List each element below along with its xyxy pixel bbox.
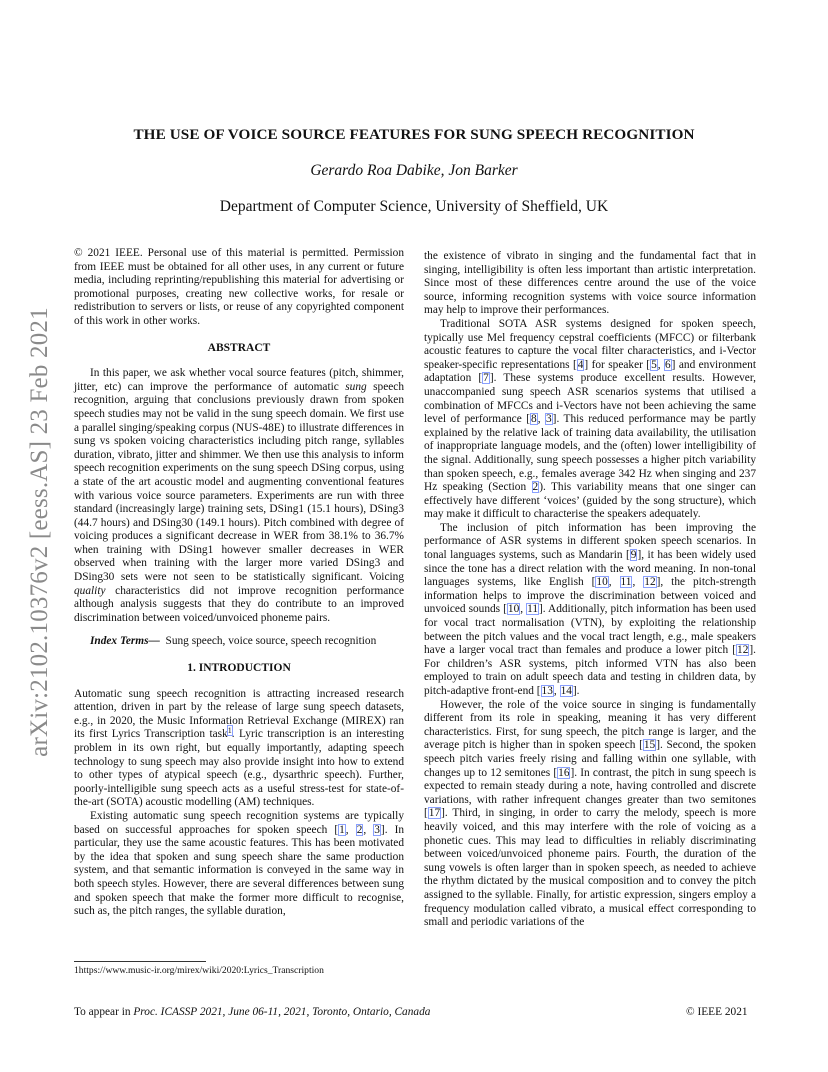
abstract-heading: ABSTRACT <box>207 341 271 354</box>
paper-title: THE USE OF VOICE SOURCE FEATURES FOR SUNG SPEECH RECOGNITION <box>133 126 695 143</box>
footer-venue: To appear in Proc. ICASSP 2021, June 06-11, 2021, Toronto, Ontario, Canada <box>74 1006 431 1018</box>
intro-paragraph-2: Existing automatic sung speech recognition systems are typically based on successful approaches for spoken speech [1, 2, 3]. In particular, they use the same acoustic features. This has been motivated by the idea that spoken and sung speech share the same production system, and that semantic information is conveyed in the same way in both speech styles. However, there are several differences between sung and spoken speech that make the former more difficult to recognise, such as, the pitch ranges, the syllable duration, <box>74 809 405 918</box>
citation-link[interactable]: 12 <box>644 576 656 589</box>
copyright-notice: © 2021 IEEE. Personal use of this material is permitted. Permission from IEEE must be obtained for all other uses, in any current or future media, including reprinting/republishing this material for advertising or promotional purposes, creating new collective works, for resale or redistribution to servers or lists, or reuse of any copyrighted component of this work in other works. <box>74 247 404 327</box>
right-paragraph-2: Traditional SOTA ASR systems designed for spoken speech, typically use Mel frequency cepstral coefficients (MFCC) or filterbank acoustic features to capture the vocal filter characteristics, and i-Vector speaker-specific representations [4] for speaker [5, 6] and environment adaptation [7]. These systems produce excellent results. However, unaccompanied sung speech ASR scenarios systems that utilised a combination of MFCCs and i-Vectors have not been achieving the same level of performance [8, 3]. This reduced performance may be partly explained by the relative lack of training data availability, the utilisation of inappropriate language models, and the (often) lower intelligibility of the signal. Additionally, sung speech possesses a higher pitch variability than spoken speech, e.g., females average 342 Hz when singing and 237 Hz speaking (Section 2). This variability means that one singer can effectively have different ‘voices’ (guided by the song structure), which may make it difficult to characterise the speakers adequately. <box>424 317 757 521</box>
citation-link[interactable]: 10 <box>507 603 520 616</box>
citation-link[interactable]: 8 <box>531 413 537 426</box>
right-paragraph-3: The inclusion of pitch information has been improving the performance of ASR systems in different spoken speech scenarios. In tonal languages systems, such as Mandarin [9], it has been widely used since the tone has a direct relation with the word meaning. In non-tonal languages systems, like English [10, 11, 12], the pitch-strength information helps to improve the discrimination between voiced and unvoiced sounds [10, 11]. Additionally, pitch information has been used for vocal tract normalisation (VTN), by exploiting the relationship between the pitch values and the vocal tract length, e.g., male speakers have a larger vocal tract than females and produce a lower pitch [12]. For children’s ASR systems, pitch informed VTN has also been employed to train on adult speech data and testing in children data, by pitch-adaptive front-end [13, 14]. <box>424 521 757 697</box>
footnote-ref[interactable]: 1 <box>227 725 232 735</box>
citation-link[interactable]: 3 <box>374 823 380 836</box>
right-paragraph-1: the existence of vibrato in singing and the fundamental fact that in singing, intelligibility is often less important than artistic interpretation. Since most of these differences centre around the use of the voice source, informing recognition systems with voice source information may help to improve their performances. <box>424 250 756 317</box>
paper-authors: Gerardo Roa Dabike, Jon Barker <box>310 162 518 179</box>
intro-heading: 1. INTRODUCTION <box>187 662 291 675</box>
footnote-rule <box>74 961 206 962</box>
citation-link[interactable]: 17 <box>428 807 441 820</box>
citation-link[interactable]: 12 <box>737 644 749 657</box>
citation-link[interactable]: 2 <box>356 823 363 836</box>
citation-link[interactable]: 3 <box>546 413 552 426</box>
citation-link[interactable]: 13 <box>541 685 553 697</box>
index-terms: Index Terms— Sung speech, voice source, speech recognition <box>90 635 377 648</box>
footer-copyright: © IEEE 2021 <box>686 1006 748 1018</box>
paper-affiliation: Department of Computer Science, University of Sheffield, UK <box>219 198 609 215</box>
citation-link[interactable]: 10 <box>596 576 608 589</box>
arxiv-stamp: arXiv:2102.10376v2 [eess.AS] 23 Feb 2021 <box>26 307 53 757</box>
citation-link[interactable]: 6 <box>665 358 671 371</box>
citation-link[interactable]: 7 <box>483 372 489 385</box>
right-paragraph-4: However, the role of the voice source in singing is fundamentally different from its role in speaking, meaning it has very different characteristics. First, for sung speech, the pitch range is larger, and the average pitch is higher than in spoken speech [15]. Second, the spoken speech pitch varies freely rising and falling within one syllable, with changes up to 12 semitones [16]. In contrast, the pitch in sung speech is expected to remain steady during a note, having controlled and discrete variations, with rather infrequent changes greater than two semitones [17]. Third, in singing, in order to carry the melody, speech is more heavily voiced, and this may interfere with the role of voicing as a phonetic cues. This may lead to difficulties in reliably discriminating between voiced/unvoiced phoneme pairs. Fourth, the duration of the sung vowels is often larger than in spoken speech, as needed to achieve the rhythm dictated by the musical composition and to convey the pitch assigned to the syllable. Finally, for artistic expression, singers employ a frequency modulation called vibrato, a musical effect corresponding to small and periodic variations of the <box>424 698 757 929</box>
citation-link[interactable]: 11 <box>527 603 539 616</box>
footnote-text: 1https://www.music-ir.org/mirex/wiki/2020:Lyrics_Transcription <box>74 965 324 976</box>
left-column <box>74 247 404 919</box>
intro-paragraph-1: Automatic sung speech recognition is attracting increased research attention, driven in part by the release of large sung speech datasets, e.g., in 2020, the Music Information Retrieval Exchange (MIREX) ran its first Lyrics Transcription task$^1$. Lyric transcription is an interesting problem in its own right, but equally importantly, adapting speech technology to sung speech may also provide insight into how to extend to other types of atypical speech (e.g., dysarthric speech). Further, poorly-intelligible sung speech acts as a useful stress-test for state-of-the-art (SOTA) acoustic modelling (AM) techniques. <box>74 687 405 809</box>
section-link[interactable]: 2 <box>532 481 539 494</box>
citation-link[interactable]: 15 <box>643 739 656 752</box>
citation-link[interactable]: 5 <box>651 358 657 371</box>
footnote <box>74 961 404 977</box>
citation-link[interactable]: 14 <box>560 685 572 697</box>
abstract-text: In this paper, we ask whether vocal source features (pitch, shimmer, jitter, etc) can improve the performance of automatic sung speech recognition, arguing that conclusions previously drawn from spoken speech studies may not be valid in the sung speech domain. We first use a parallel singing/speaking corpus (NUS-48E) to illustrate differences in sung vs spoken voicing characteristics including pitch range, syllables duration, vibrato, jitter and shimmer. We then use this analysis to inform speech recognition experiments on the sung speech DSing corpus, using a state of the art acoustic model and augmenting conventional features with various voice source parameters. Experiments are run with three standard (increasingly large) training sets, DSing1 (15.1 hours), DSing3 (44.7 hours) and DSing30 (149.1 hours). Pitch combined with degree of voicing produces a significant decrease in WER from 38.1% to 36.7% when training with DSing1 however smaller decreases in WER observed when training with the larger more varied DSing3 and DSing30 sets were not seen to be statistically significant. Voicing quality characteristics did not improve recognition performance although analysis suggests that they do contribute to an improved discrimination between voiced/unvoiced phoneme pairs. <box>74 367 405 624</box>
citation-link[interactable]: 1 <box>339 823 345 836</box>
right-column <box>424 250 756 930</box>
citation-link[interactable]: 11 <box>620 576 632 589</box>
citation-link[interactable]: 9 <box>630 549 637 562</box>
citation-link[interactable]: 16 <box>558 766 570 779</box>
citation-link[interactable]: 4 <box>577 358 584 371</box>
